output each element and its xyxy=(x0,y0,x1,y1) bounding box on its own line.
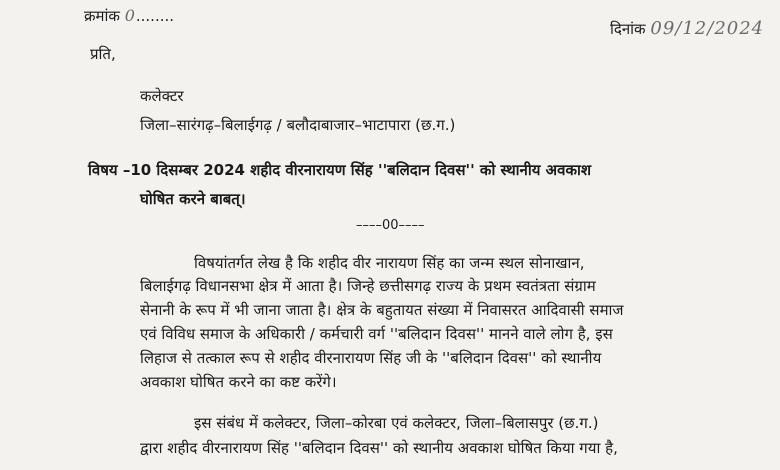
paragraph-line: लिहाज से तत्काल रूप से शहीद वीरनारायण सिंह जी के ''बलिदान दिवस'' को स्थानीय xyxy=(140,349,602,367)
reference-value: 0 xyxy=(124,6,136,25)
reference-label: क्रमांक xyxy=(84,7,120,25)
paragraph-line: विषयांतर्गत लेख है कि शहीद वीर नारायण सिंह का जन्म स्थल सोनाखान, xyxy=(194,254,585,272)
letter-date xyxy=(610,18,764,39)
subject-line-1: विषय –10 दिसम्बर 2024 शहीद वीरनारायण सिंह ''बलिदान दिवस'' को स्थानीय अवकाश xyxy=(88,161,592,179)
reference-number xyxy=(84,6,174,26)
paragraph-line: इस संबंध में कलेक्टर, जिला–कोरबा एवं कलेक्टर, जिला–बिलासपुर (छ.ग.) xyxy=(194,414,599,432)
subject-line-2: घोषित करने बाबत्। xyxy=(140,190,246,208)
reference-dots: ........ xyxy=(135,7,175,25)
salutation-prati: प्रति, xyxy=(90,45,116,63)
paragraph-line: बिलाईगढ़ विधानसभा क्षेत्र में आता है। जिन्हे छत्तीसगढ़ राज्य के प्रथम स्वतंत्रता संग्राम xyxy=(140,277,596,295)
separator: ––––00–––– xyxy=(356,218,425,233)
date-value: 09/12/2024 xyxy=(650,18,765,39)
paragraph-line: अवकाश घोषित करने का कष्ट करेंगे। xyxy=(140,373,337,391)
paragraph-line: एवं विविध समाज के अधिकारी / कर्मचारी वर्ग ''बलिदान दिवस'' मानने वाले लोग है, इस xyxy=(140,325,613,343)
recipient-title: कलेक्टर xyxy=(140,87,184,105)
paragraph-line: सेनानी के रूप में भी जाना जाता है। क्षेत्र के बहुतायत संख्या में निवासरत आदिवासी समाज xyxy=(140,301,624,319)
recipient-address: जिला–सारंगढ़–बिलाईगढ़ / बलौदाबाजार–भाटापारा (छ.ग.) xyxy=(140,116,456,134)
paragraph-line: द्वारा शहीद वीरनारायण सिंह ''बलिदान दिवस'' को स्थानीय अवकाश घोषित किया गया है, xyxy=(140,439,618,457)
date-label: दिनांक xyxy=(610,20,646,38)
